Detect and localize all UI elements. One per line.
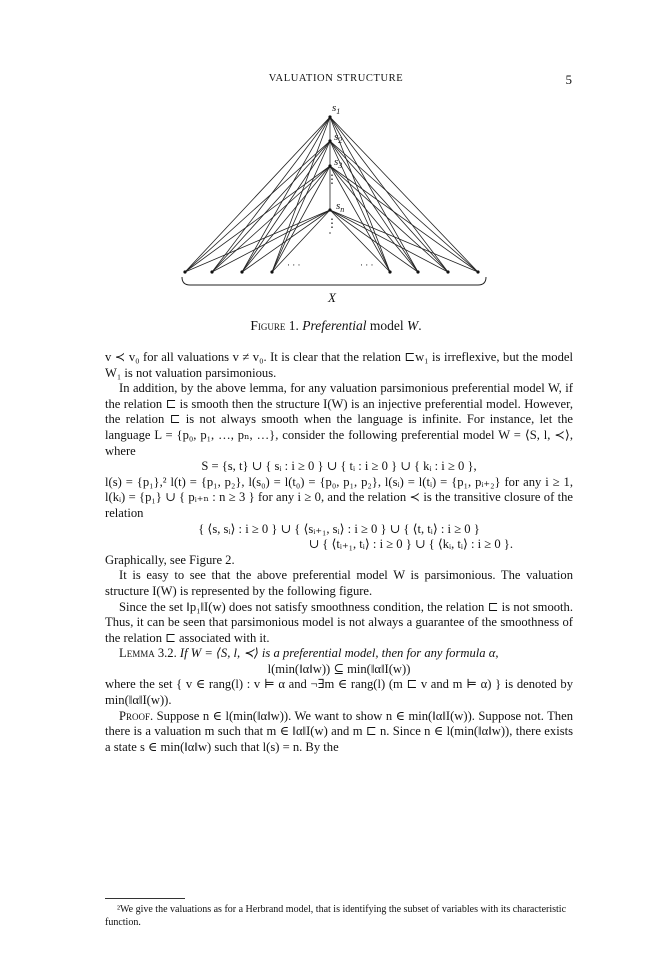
equation-3: l(min(‖α‖w)) ⊆ min(‖α‖I(w)) bbox=[267, 661, 411, 676]
label-sn: $s_n$ bbox=[336, 200, 345, 215]
caption-var: W bbox=[407, 318, 419, 333]
paragraph-4: Graphically, see Figure 2. bbox=[105, 552, 235, 567]
equation-1: S = {s, t} ∪ { sᵢ : i ≥ 0 } ∪ { tᵢ : i ≥ 0 } ∪ { kᵢ : i ≥ 0 }, bbox=[201, 459, 477, 474]
proof-head: Proof. bbox=[119, 708, 154, 723]
node-s3 bbox=[328, 164, 331, 167]
paragraph-6: Since the set ‖p₁‖I(w) does not satisfy smoothness condition, the relation ⊏ is not smooth. Thus, it can be seen that parsimonious model is not always a guarantee of the smoothness of the relation ⊏ associated with it. bbox=[105, 599, 573, 645]
paragraph-3: l(s) = {p₁},² l(t) = {p₁, p₂}, l(s₀) = l(t₀) = {p₀, p₁, p₂}, l(sᵢ) = l(tᵢ) = {p₁, pᵢ₊₂} for any i ≥ 1, l(kᵢ) = {p₁} ∪ { pᵢ₊ₙ : n ≥ 3 } for any i ≥ 0, and the relation ≺ is the transitive closure of the relation bbox=[105, 474, 573, 520]
caption-label: Figure 1. bbox=[250, 318, 299, 333]
leaf-node bbox=[270, 270, 273, 273]
node-sn bbox=[328, 208, 331, 211]
running-head: VALUATION STRUCTURE bbox=[268, 73, 404, 84]
fan-edge bbox=[330, 117, 418, 272]
vertical-dots-top: ⋮ bbox=[326, 172, 338, 186]
page-header bbox=[0, 73, 672, 89]
footnote: ²We give the valuations as for a Herbrand model, that is identifying the subset of variables with its characteristic function. bbox=[105, 904, 567, 928]
leaf-node bbox=[240, 270, 243, 273]
leaf-node bbox=[388, 270, 391, 273]
fan-edge bbox=[330, 141, 478, 272]
lemma bbox=[105, 646, 573, 662]
proof bbox=[105, 709, 573, 756]
leaf-node bbox=[446, 270, 449, 273]
lemma-text: If W = ⟨S, l, ≺⟩ is a preferential model, then for any formula α, bbox=[176, 646, 499, 661]
label-s3: $s_3$ bbox=[334, 156, 343, 171]
equation-2b: ∪ { ⟨tᵢ₊₁, tᵢ⟩ : i ≥ 0 } ∪ { ⟨kᵢ, tᵢ⟩ : i ≥ 0 }. bbox=[308, 537, 513, 552]
caption-italic: Preferential bbox=[302, 318, 367, 333]
figure-caption bbox=[0, 318, 672, 334]
fan-edge bbox=[330, 117, 448, 272]
figure-preferential-model bbox=[150, 100, 530, 315]
equation-2a: { ⟨s, sᵢ⟩ : i ≥ 0 } ∪ { ⟨sᵢ₊₁, sᵢ⟩ : i ≥ 0 } ∪ { ⟨t, tᵢ⟩ : i ≥ 0 } bbox=[198, 521, 480, 536]
caption-end: . bbox=[418, 318, 422, 333]
label-s1: $s_1$ bbox=[332, 102, 341, 117]
paragraph-2: In addition, by the above lemma, for any valuation parsimonious preferential model W, if the relation ⊏ is smooth then the structure I(W) is an injective preferential model. However, the relation ⊏ is not always smooth when the language is infinite. For instance, let the language L = {p₀, p₁, …, pₙ, …}, consider the following preferential model W = ⟨S, l, ≺⟩, where bbox=[105, 381, 573, 458]
leaf-node bbox=[416, 270, 419, 273]
label-set-x: X bbox=[328, 290, 336, 305]
fan-edge bbox=[212, 141, 330, 272]
label-s2: $s_2$ bbox=[334, 131, 343, 146]
leaf-node bbox=[210, 270, 213, 273]
leaf-node bbox=[183, 270, 186, 273]
fan-edge bbox=[242, 141, 330, 272]
fan-edge bbox=[272, 141, 330, 272]
page-number: 5 bbox=[565, 72, 572, 87]
vertical-dots-bottom: ⋮ bbox=[326, 216, 338, 230]
paragraph-5: It is easy to see that the above preferential model W is parsimonious. The valuation structure I(W) is represented by the following figure. bbox=[105, 568, 573, 598]
horizontal-dots-right: · · · bbox=[360, 260, 374, 270]
horizontal-dots-left: · · · bbox=[287, 260, 301, 270]
paragraph-7: where the set { v ∈ rang(l) : v ⊨ α and ¬∃m ∈ rang(l) (m ⊏ v and m ⊨ α) } is denoted by min(‖α‖I(w)). bbox=[105, 677, 573, 708]
node-s2 bbox=[328, 139, 331, 142]
proof-text: Suppose n ∈ l(min(‖α‖w)). We want to show n ∈ min(‖α‖I(w)). Suppose not. Then there is a valuation m such that m ∈ ‖α‖I(w) and m ⊏ n. Since n ∈ l(min(‖α‖w)), there exists a state s ∈ min(‖α‖w) such that l(s) = n. By the bbox=[105, 708, 573, 754]
lemma-head: Lemma 3.2. bbox=[119, 646, 177, 661]
fan-edge bbox=[242, 117, 330, 272]
leaf-node bbox=[476, 270, 479, 273]
footnote-rule bbox=[105, 898, 185, 899]
fan-edge bbox=[272, 117, 330, 272]
caption-middle: model bbox=[366, 318, 407, 333]
body-text bbox=[105, 350, 573, 755]
paragraph-1: v ≺ v₀ for all valuations v ≠ v₀. It is clear that the relation ⊏w₁ is irreflexive, but the model W₁ is not valuation parsimonious. bbox=[105, 350, 573, 380]
